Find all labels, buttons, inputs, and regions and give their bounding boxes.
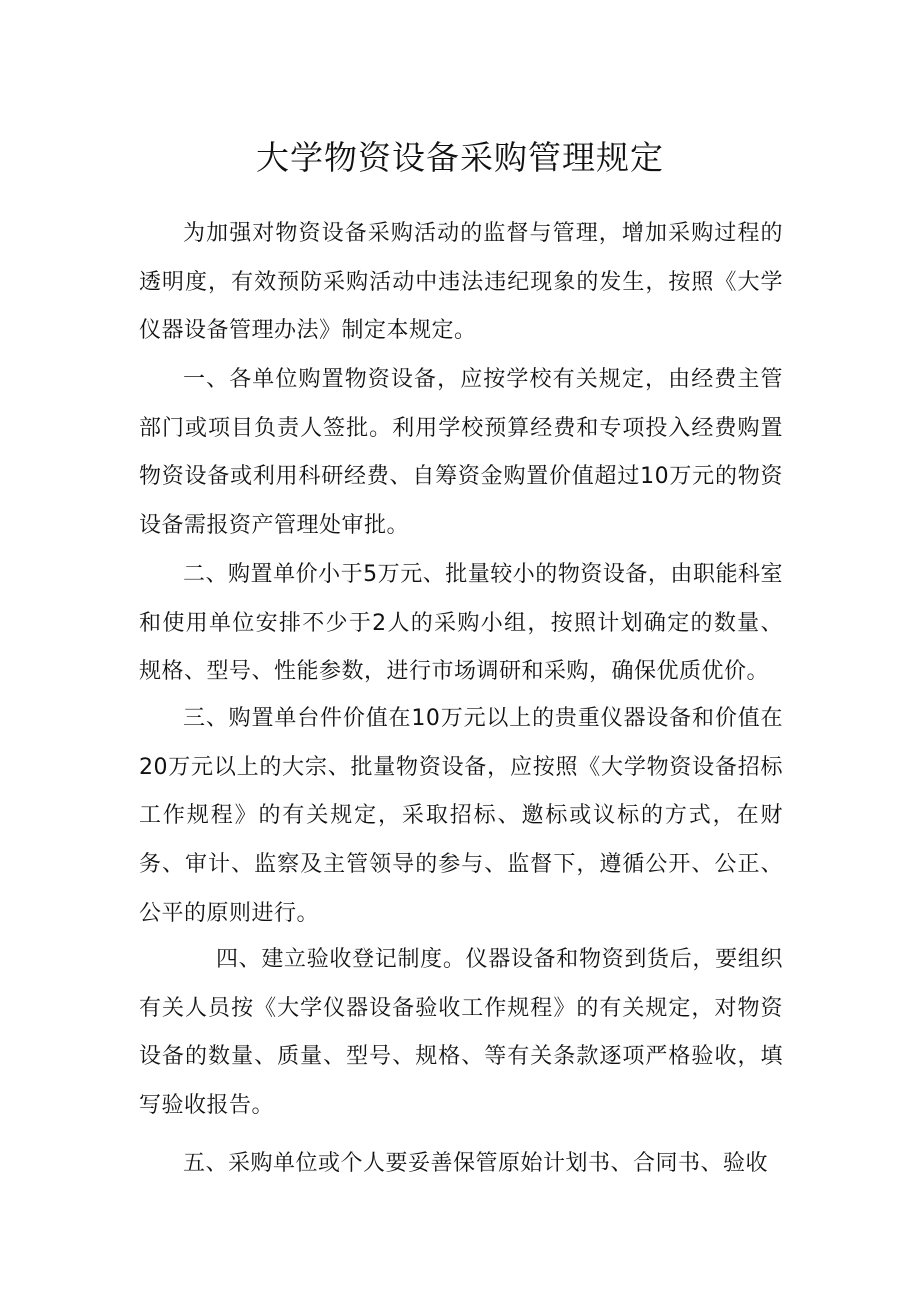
intro-paragraph: 为加强对物资设备采购活动的监督与管理，增加采购过程的透明度，有效预防采购活动中违法违纪现象的发生，按照《大学仪器设备管理办法》制定本规定。	[139, 221, 783, 344]
clause-4-paragraph: 四、建立验收登记制度。仪器设备和物资到货后，要组织有关人员按《大学仪器设备验收工作规程》的有关规定，对物资设备的数量、质量、型号、规格、等有关条款逐项严格验收，填写验收报告。	[139, 947, 783, 1119]
document-title: 大学物资设备采购管理规定	[256, 138, 664, 177]
clause-1-paragraph: 一、各单位购置物资设备，应按学校有关规定，由经费主管部门或项目负责人签批。利用学校预算经费和专项投入经费购置物资设备或利用科研经费、自筹资金购置价值超过10万元的物资设备需报资产管理处审批。	[139, 367, 783, 539]
clause-2-paragraph: 二、购置单价小于5万元、批量较小的物资设备，由职能科室和使用单位安排不少于2人的采购小组，按照计划确定的数量、规格、型号、性能参数，进行市场调研和采购，确保优质优价。	[139, 562, 783, 685]
clause-3-paragraph: 三、购置单台件价值在10万元以上的贵重仪器设备和价值在20万元以上的大宗、批量物资设备，应按照《大学物资设备招标工作规程》的有关规定，采取招标、邀标或议标的方式，在财务、审计、监察及主管领导的参与、监督下，遵循公开、公正、公平的原则进行。	[139, 706, 783, 926]
clause-5-paragraph: 五、采购单位或个人要妥善保管原始计划书、合同书、验收	[183, 1151, 769, 1176]
